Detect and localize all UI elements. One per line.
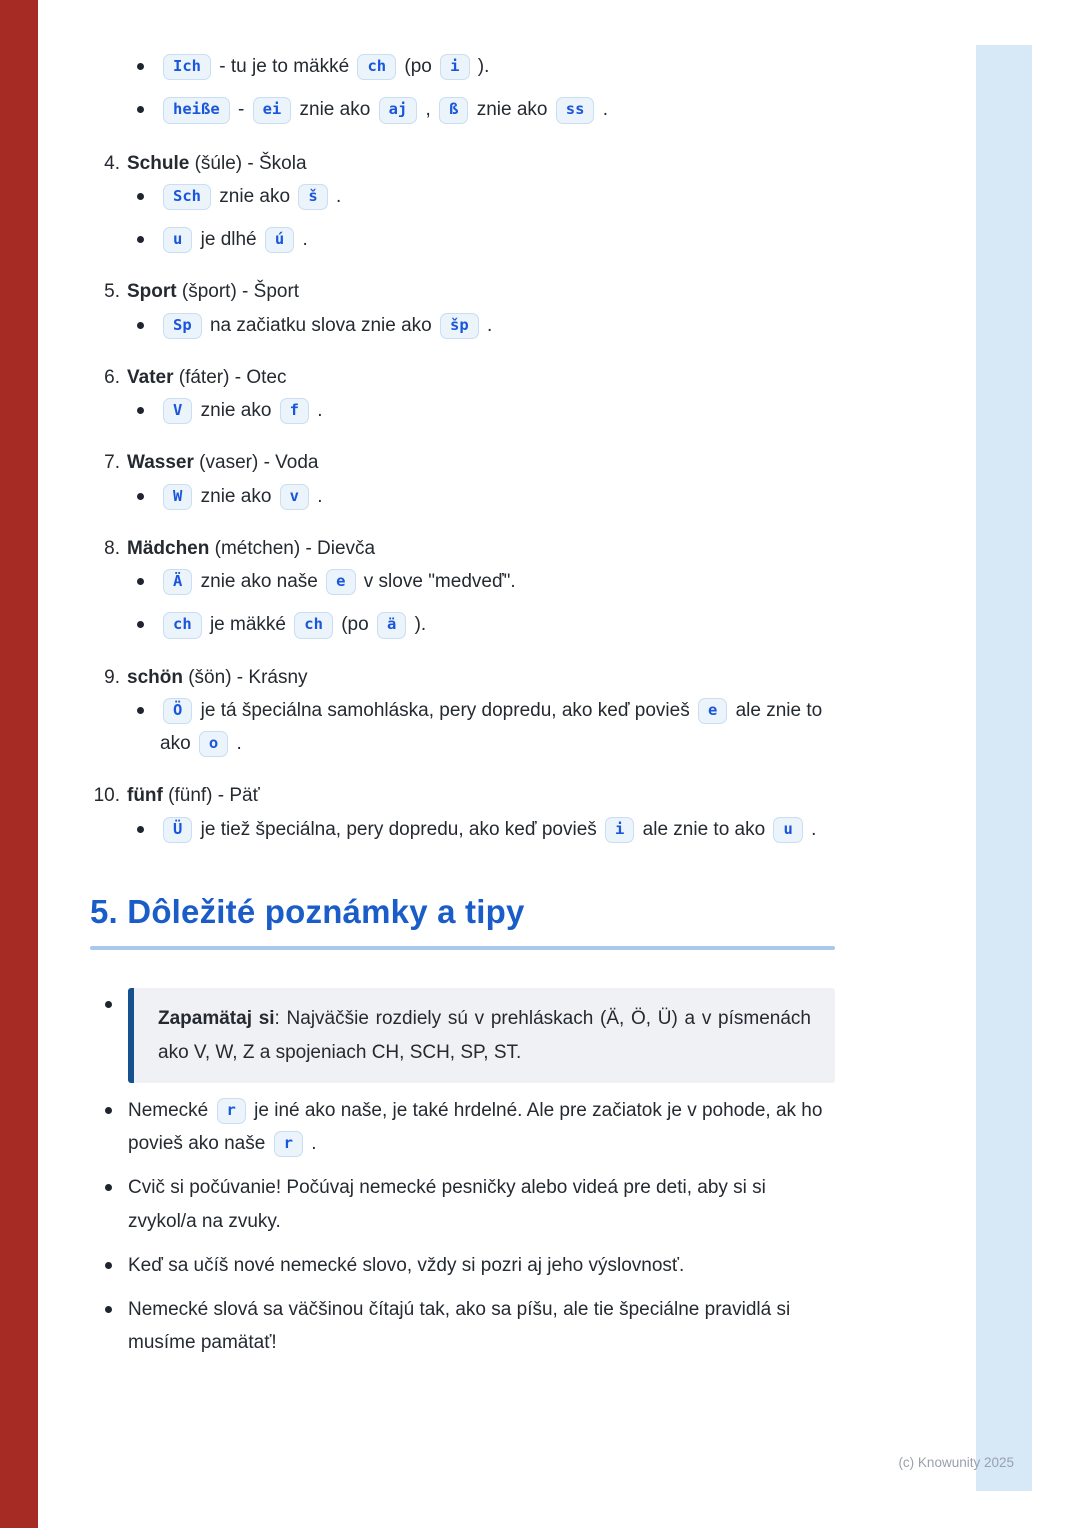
list-item xyxy=(137,93,835,126)
callout-item xyxy=(105,988,835,1083)
code-token: Sch xyxy=(163,184,211,210)
item-number: 10. xyxy=(93,785,120,807)
bullet-icon xyxy=(137,236,144,243)
item-rest: (šport) - Šport xyxy=(176,281,300,303)
code-token: v xyxy=(280,484,309,510)
item-rest: (vaser) - Voda xyxy=(193,452,319,474)
item-rest: (šúle) - Škola xyxy=(189,152,307,174)
bullet-icon xyxy=(137,322,144,329)
list-item-text: Nemecké r je iné ako naše, je také hrdelné. Ale pre začiatok je v pohode, ak ho povieš ako naše r . xyxy=(128,1094,835,1161)
list-item-text: Nemecké slová sa väčšinou čítajú tak, ako sa píšu, ale tie špeciálne pravidlá si musíme pamätať! xyxy=(128,1299,791,1354)
numbered-item xyxy=(90,446,835,513)
list-item xyxy=(105,1171,835,1238)
code-token: r xyxy=(217,1098,246,1124)
code-token: u xyxy=(773,817,802,843)
item-number: 7. xyxy=(104,452,120,474)
sub-bullet-list xyxy=(90,480,835,513)
code-token: šp xyxy=(440,313,479,339)
list-item xyxy=(137,565,835,598)
tips-list xyxy=(90,988,835,1359)
bold-text: Zapamätaj si xyxy=(158,1008,275,1030)
list-item-text: u je dlhé ú . xyxy=(160,223,835,256)
item-word: Wasser xyxy=(127,452,194,474)
code-token: f xyxy=(280,398,309,424)
numbered-item-title xyxy=(90,446,835,479)
numbered-item-title xyxy=(90,779,835,812)
list-item-text: heiße - ei znie ako aj , ß znie ako ss . xyxy=(160,93,835,126)
code-token: ei xyxy=(253,97,292,123)
code-token: r xyxy=(274,1131,303,1157)
section-heading: 5. Dôležité poznámky a tipy xyxy=(90,892,525,930)
bullet-icon xyxy=(137,707,144,714)
list-item xyxy=(137,309,835,342)
list-item-text: Ich - tu je to mäkké ch (po i ). xyxy=(160,50,835,83)
numbered-item-title xyxy=(90,275,835,308)
numbered-item-title xyxy=(90,661,835,694)
sub-bullet-list xyxy=(90,565,835,642)
code-token: Ü xyxy=(163,817,192,843)
item-rest: (métchen) - Dievča xyxy=(209,537,376,559)
item-title-text xyxy=(127,281,299,302)
code-token: ch xyxy=(357,54,396,80)
sub-bullet-list xyxy=(90,309,835,342)
list-item-text: Ü je tiež špeciálna, pery dopredu, ako keď povieš i ale znie to ako u . xyxy=(160,813,835,846)
item-title-text xyxy=(127,367,286,388)
code-token: e xyxy=(326,569,355,595)
code-token: u xyxy=(163,227,192,253)
list-item xyxy=(105,1094,835,1161)
item-word: Vater xyxy=(127,366,174,388)
bullet-icon xyxy=(105,1001,112,1008)
code-token: aj xyxy=(379,97,418,123)
section-divider xyxy=(90,946,835,950)
code-token: Sp xyxy=(163,313,202,339)
sub-bullet-list xyxy=(90,180,835,257)
list-item-text: W znie ako v . xyxy=(160,480,835,513)
numbered-item xyxy=(90,361,835,428)
list-item-text: Sp na začiatku slova znie ako šp . xyxy=(160,309,835,342)
list-item xyxy=(137,694,835,761)
code-token: ä xyxy=(377,612,406,638)
footer-credit: (c) Knowunity 2025 xyxy=(898,1455,1014,1470)
item-word: fünf xyxy=(127,785,163,807)
item-title-text xyxy=(127,785,260,806)
list-item-text: Cvič si počúvanie! Počúvaj nemecké pesničky alebo videá pre deti, aby si si zvykol/a na zvuky. xyxy=(128,1177,766,1232)
list-item-text: Keď sa učíš nové nemecké slovo, vždy si pozri aj jeho výslovnosť. xyxy=(128,1254,685,1276)
bullet-icon xyxy=(105,1184,112,1191)
bullet-icon xyxy=(105,1262,112,1269)
code-token: Ö xyxy=(163,698,192,724)
item-title-text xyxy=(127,153,307,174)
item-word: Schule xyxy=(127,152,190,174)
list-item xyxy=(137,608,835,641)
code-token: W xyxy=(163,484,192,510)
code-token: o xyxy=(199,731,228,757)
code-token: ch xyxy=(294,612,333,638)
intro-bullet-list xyxy=(90,50,835,127)
item-rest: (fáter) - Otec xyxy=(173,366,287,388)
code-token: heiße xyxy=(163,97,230,123)
list-item xyxy=(137,480,835,513)
list-item-text: Sch znie ako š . xyxy=(160,180,835,213)
sub-bullet-list xyxy=(90,813,835,846)
numbered-item-title xyxy=(90,147,835,180)
list-item-text: Ä znie ako naše e v slove "medveď". xyxy=(160,565,835,598)
numbered-item xyxy=(90,661,835,761)
bullet-icon xyxy=(105,1107,112,1114)
code-token: ß xyxy=(439,97,468,123)
item-word: schön xyxy=(127,666,183,688)
list-item xyxy=(105,1249,835,1282)
code-token: V xyxy=(163,398,192,424)
item-word: Sport xyxy=(127,281,177,303)
item-rest: (šön) - Krásny xyxy=(182,666,308,688)
code-token: Ich xyxy=(163,54,211,80)
numbered-list xyxy=(90,147,835,846)
list-item xyxy=(137,50,835,83)
list-item xyxy=(137,223,835,256)
bullet-icon xyxy=(137,493,144,500)
numbered-item xyxy=(90,779,835,846)
bullet-icon xyxy=(137,106,144,113)
item-number: 4. xyxy=(104,152,120,174)
code-token: ú xyxy=(265,227,294,253)
list-item xyxy=(137,180,835,213)
code-token: i xyxy=(605,817,634,843)
bullet-icon xyxy=(137,407,144,414)
numbered-item xyxy=(90,532,835,642)
bullet-icon xyxy=(137,193,144,200)
item-number: 5. xyxy=(104,281,120,303)
bullet-icon xyxy=(137,826,144,833)
bullet-icon xyxy=(105,1306,112,1313)
item-word: Mädchen xyxy=(127,537,210,559)
list-item-text: V znie ako f . xyxy=(160,394,835,427)
callout-text: Zapamätaj si: Najväčšie rozdiely sú v prehláskach (Ä, Ö, Ü) a v písmenách ako V, W, Z a spojeniach CH, SCH, SP, ST. xyxy=(158,1008,811,1063)
list-item xyxy=(105,1293,835,1360)
numbered-item-title xyxy=(90,361,835,394)
bullet-icon xyxy=(137,578,144,585)
code-token: e xyxy=(698,698,727,724)
sub-bullet-list xyxy=(90,694,835,761)
code-token: š xyxy=(298,184,327,210)
code-token: ch xyxy=(163,612,202,638)
code-token: i xyxy=(440,54,469,80)
numbered-item-title xyxy=(90,532,835,565)
code-token: ss xyxy=(556,97,595,123)
bullet-icon xyxy=(137,621,144,628)
numbered-item xyxy=(90,147,835,257)
item-number: 6. xyxy=(104,366,120,388)
code-token: Ä xyxy=(163,569,192,595)
list-item xyxy=(137,813,835,846)
list-item xyxy=(137,394,835,427)
item-number: 9. xyxy=(104,666,120,688)
item-title-text xyxy=(127,538,375,559)
bullet-icon xyxy=(137,63,144,70)
list-item-text: ch je mäkké ch (po ä ). xyxy=(160,608,835,641)
callout-box xyxy=(128,988,835,1083)
numbered-item xyxy=(90,275,835,342)
item-rest: (fünf) - Päť xyxy=(162,785,260,807)
sub-bullet-list xyxy=(90,394,835,427)
item-title-text xyxy=(127,452,319,473)
list-item-text: Ö je tá špeciálna samohláska, pery dopredu, ako keď povieš e ale znie to ako o . xyxy=(160,694,835,761)
item-number: 8. xyxy=(104,537,120,559)
item-title-text xyxy=(127,667,308,688)
